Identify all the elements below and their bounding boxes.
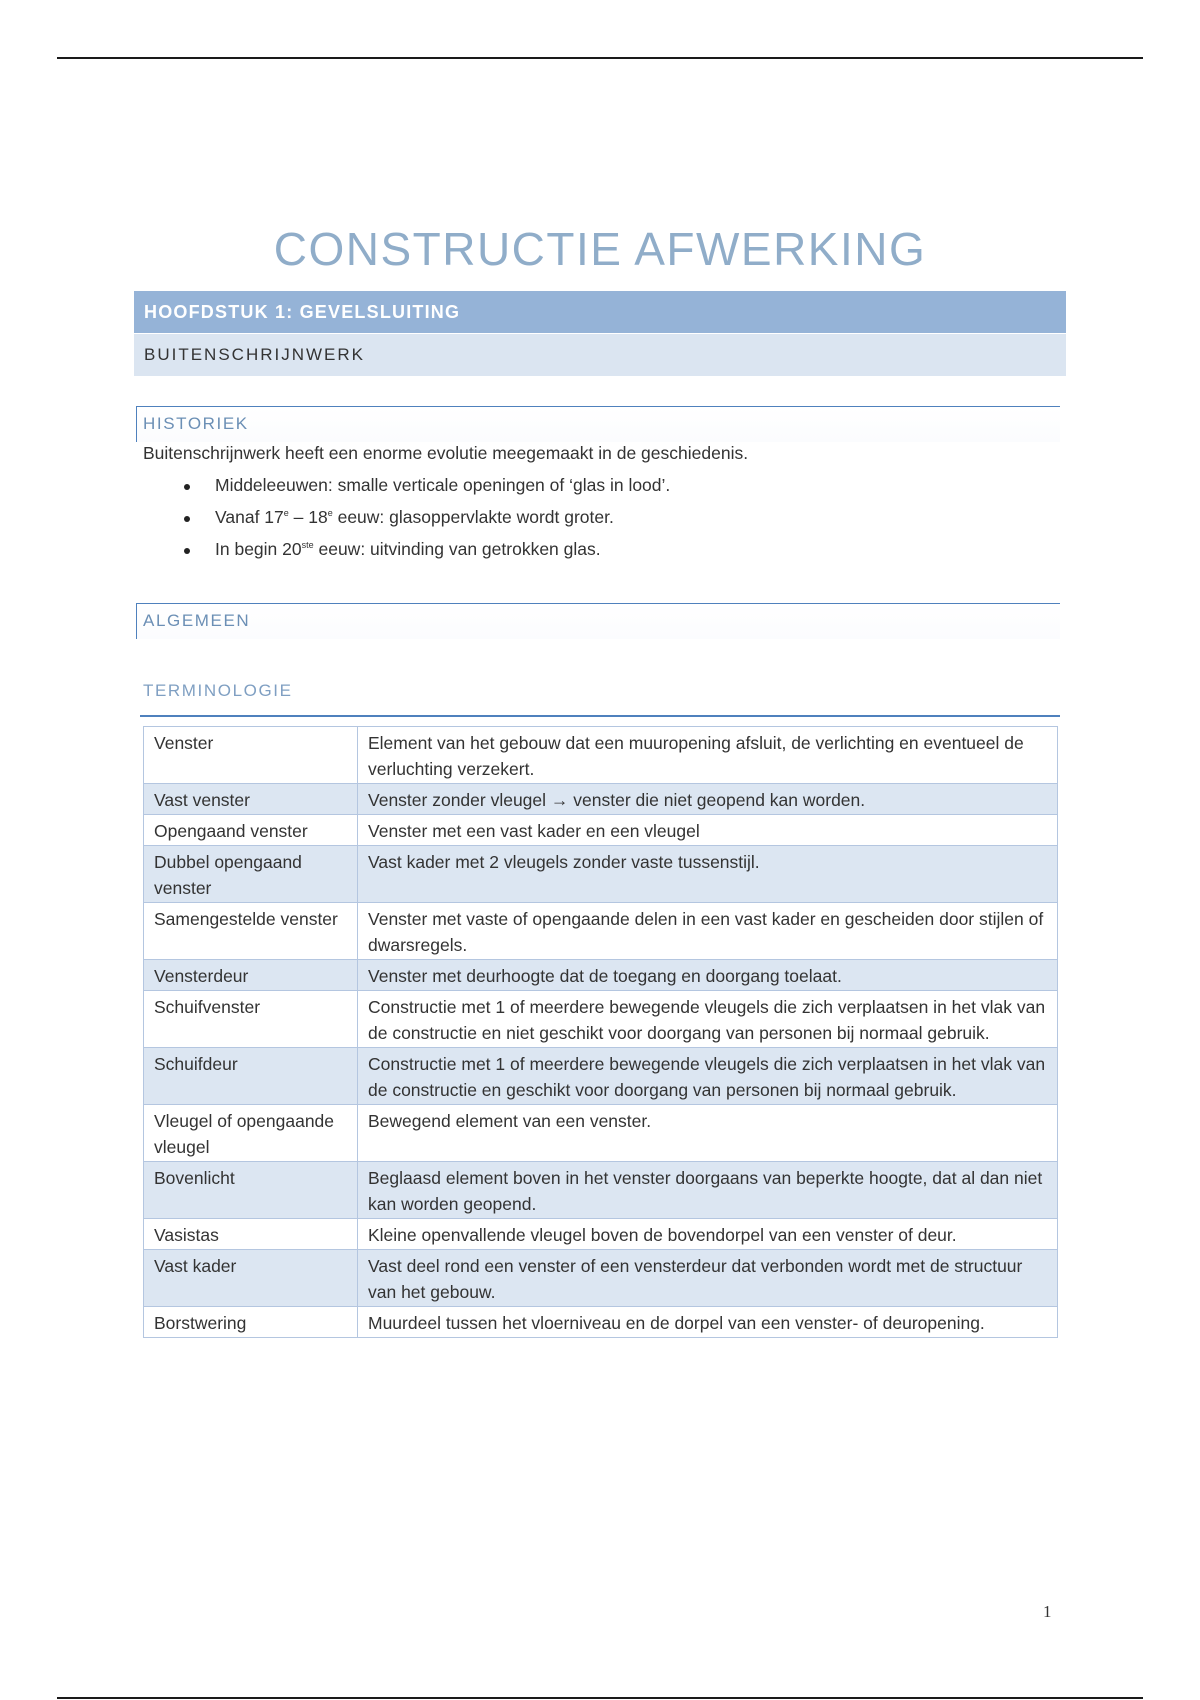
table-row [144,960,1058,991]
document-title: CONSTRUCTIE AFWERKING [273,223,927,275]
superscript: e [283,508,289,519]
definition-cell: Vast kader met 2 vleugels zonder vaste tussenstijl. [358,846,1058,903]
historiek-heading-text: HISTORIEK [143,414,249,433]
definition-cell: Venster zonder vleugel → venster die niet geopend kan worden. [358,784,1058,815]
table-row [144,903,1058,960]
bullet-text: Middeleeuwen: smalle verticale openingen of ‘glas in lood’. [215,475,671,495]
list-item [215,539,601,560]
term-cell: Schuifvenster [144,991,358,1048]
historiek-heading [136,406,1060,442]
table-row [144,1162,1058,1219]
definition-cell: Bewegend element van een venster. [358,1105,1058,1162]
bullet-text: eeuw: uitvinding van getrokken glas. [313,539,601,559]
term-cell: Venster [144,727,358,784]
term-cell: Vast venster [144,784,358,815]
list-item [215,507,614,528]
terminologie-heading: TERMINOLOGIE [143,681,293,700]
page-number: 1 [1043,1602,1052,1621]
bullet-text: eeuw: glasoppervlakte wordt groter. [332,507,614,527]
definition-cell: Constructie met 1 of meerdere bewegende vleugels die zich verplaatsen in het vlak van de constructie en geschikt voor doorgang van personen bij normaal gebruik. [358,1048,1058,1105]
terminologie-rule [140,715,1060,717]
term-cell: Opengaand venster [144,815,358,846]
definition-cell: Element van het gebouw dat een muuropening afsluit, de verlichting en eventueel de verluchting verzekert. [358,727,1058,784]
term-cell: Bovenlicht [144,1162,358,1219]
table-row [144,1219,1058,1250]
definition-cell: Venster met vaste of opengaande delen in een vast kader en gescheiden door stijlen of dwarsregels. [358,903,1058,960]
historiek-intro: Buitenschrijnwerk heeft een enorme evolutie meegemaakt in de geschiedenis. [143,443,749,463]
term-cell: Vensterdeur [144,960,358,991]
term-cell: Samengestelde venster [144,903,358,960]
bullet-text: – 18 [288,507,328,527]
terminology-table [143,726,1058,1338]
definition-cell: Beglaasd element boven in het venster doorgaans van beperkte hoogte, dat al dan niet kan worden geopend. [358,1162,1058,1219]
algemeen-heading-text: ALGEMEEN [143,611,251,630]
definition-cell: Kleine openvallende vleugel boven de bovendorpel van een venster of deur. [358,1219,1058,1250]
table-row [144,1048,1058,1105]
bullet-text: In begin 20 [215,539,302,559]
superscript: ste [301,540,314,551]
table-row [144,1307,1058,1338]
table-row [144,815,1058,846]
definition-cell: Venster met deurhoogte dat de toegang en doorgang toelaat. [358,960,1058,991]
term-cell: Vast kader [144,1250,358,1307]
superscript: e [327,508,333,519]
algemeen-heading [136,603,1060,639]
table-row [144,727,1058,784]
bullet-text: Vanaf 17 [215,507,284,527]
table-row [144,1105,1058,1162]
term-cell: Borstwering [144,1307,358,1338]
table-row [144,846,1058,903]
table-row [144,991,1058,1048]
term-cell: Vleugel of opengaande vleugel [144,1105,358,1162]
table-row [144,1250,1058,1307]
chapter-heading: HOOFDSTUK 1: GEVELSLUITING [134,291,1066,333]
term-cell: Vasistas [144,1219,358,1250]
definition-cell: Venster met een vast kader en een vleugel [358,815,1058,846]
definition-cell: Vast deel rond een venster of een vensterdeur dat verbonden wordt met de structuur van het gebouw. [358,1250,1058,1307]
list-item [215,475,670,496]
definition-cell: Constructie met 1 of meerdere bewegende vleugels die zich verplaatsen in het vlak van de constructie en niet geschikt voor doorgang van personen bij normaal gebruik. [358,991,1058,1048]
section-heading: BUITENSCHRIJNWERK [134,334,1066,376]
header-rule [57,57,1143,59]
footer-rule [57,1697,1143,1699]
table-row [144,784,1058,815]
term-cell: Dubbel opengaand venster [144,846,358,903]
definition-cell: Muurdeel tussen het vloerniveau en de dorpel van een venster- of deuropening. [358,1307,1058,1338]
term-cell: Schuifdeur [144,1048,358,1105]
